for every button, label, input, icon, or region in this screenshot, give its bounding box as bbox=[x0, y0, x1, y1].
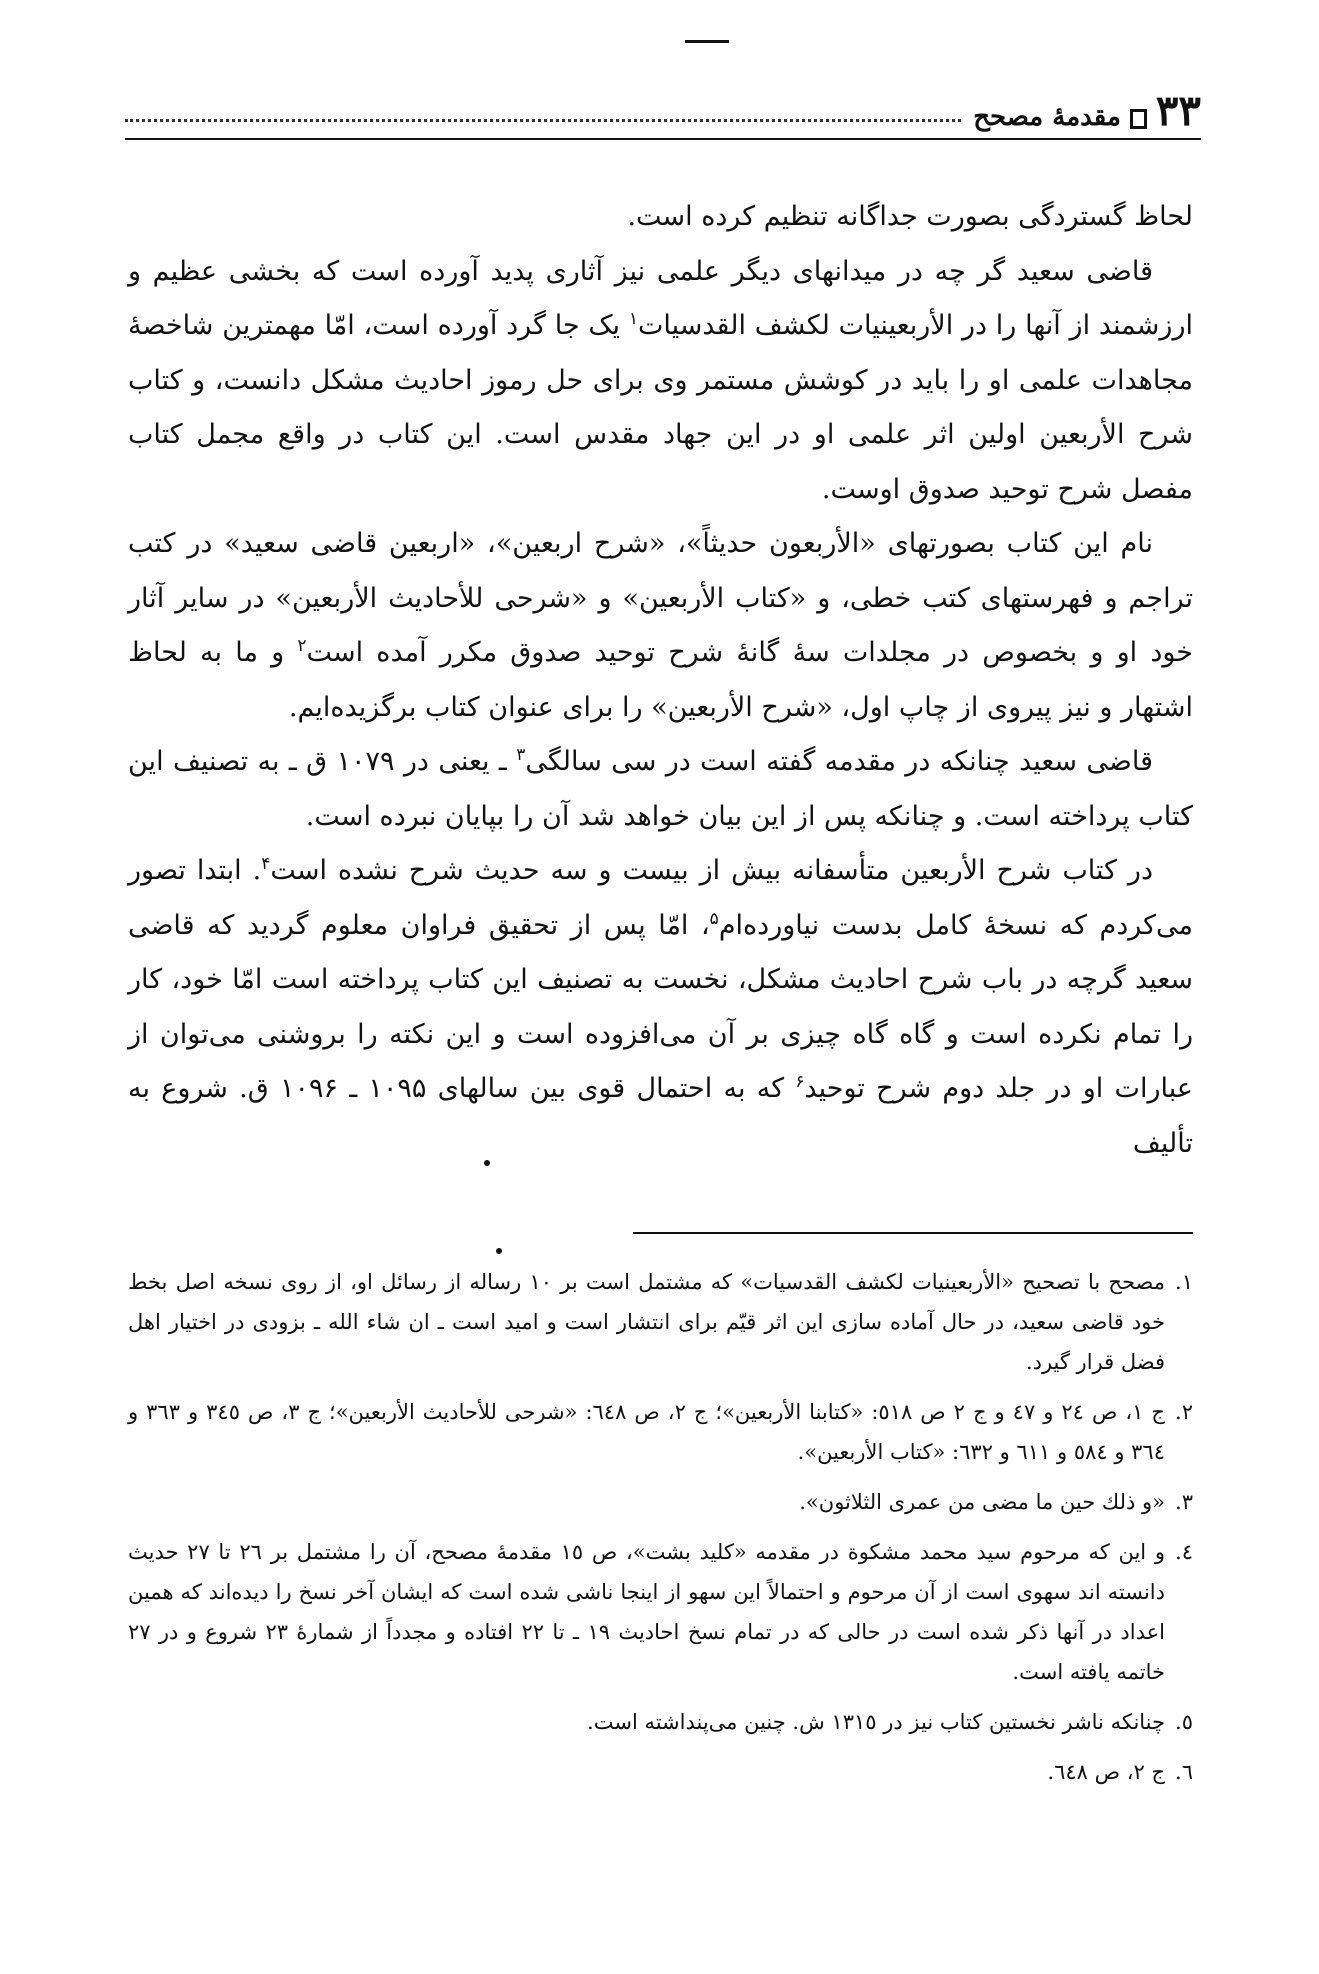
footnote-ref-3: ۳ bbox=[516, 745, 526, 765]
paragraph-3: نام این کتاب بصورتهای «الأربعون حدیثاً»، «شرح اربعین»، «اربعین قاضی سعید» در کتب تراجم و فهرستهای کتب خطی، و «کتاب الأربعین» و «شرحی للأحادیث الأربعین» در سایر آثار خود او و بخصوص در مجلدات سهٔ گانهٔ شرح توحید صدوق مکرر آمده است$^۲$ و ما به لحاظ اشتهار و نیز پیروی از چاپ اول، «شرح الأربعین» را برای عنوان کتاب برگزیده‌ایم. bbox=[128, 528, 1193, 723]
footnote-number: ۲. bbox=[1175, 1400, 1193, 1424]
footnote-ref-4: ۴ bbox=[261, 854, 271, 874]
footnote-number: ۳. bbox=[1175, 1490, 1193, 1514]
footnote-text: «و ذلك حین ما مضی من عمری الثلاثون». bbox=[799, 1490, 1165, 1514]
header-title: مقدمهٔ مصحح bbox=[973, 102, 1121, 132]
footnote-ref-6: ۶ bbox=[795, 1072, 805, 1092]
top-dash-mark bbox=[685, 40, 729, 43]
footnote-number: ٤. bbox=[1175, 1540, 1193, 1564]
page-number: ۳۳ bbox=[1155, 86, 1201, 135]
footnote-number: ۱. bbox=[1175, 1270, 1193, 1294]
ink-dot bbox=[484, 1160, 490, 1166]
footnote-1 bbox=[128, 1262, 1193, 1382]
paragraph-2: قاضی سعید گر چه در میدانهای دیگر علمی نیز آثاری پدید آورده است که بخشی عظیم و ارزشمند از آنها را در الأربعینیات لکشف القدسیات$^۱$ یک جا گرد آورده است، امّا مهمترین شاخصهٔ مجاهدات علمی او را باید در کوشش مستمر وی برای حل رموز احادیث مشکل دانست، و کتاب شرح الأربعین اولین اثر علمی او در این جهاد مقدس است. این کتاب در واقع مجمل کتاب مفصل شرح توحید صدوق اوست. bbox=[128, 255, 1193, 505]
paragraph-5: در کتاب شرح الأربعین متأسفانه بیش از بیست و سه حدیث شرح نشده است$^۴$. ابتدا تصور می‌کردم که نسخهٔ کامل بدست نیاورده‌ام$^۵$، امّا پس از تحقیق فراوان معلوم گردید که قاضی سعید گرچه در باب شرح احادیث مشکل، نخست به تصنیف این کتاب پرداخته است امّا خود، کار را تمام نکرده است و گاه گاه چیزی بر آن می‌افزوده است و این نکته را بروشنی می‌توان از عبارات او در جلد دوم شرح توحید$^۶$ که به احتمال قوی بین سالهای ۱۰۹۵ ـ ۱۰۹۶ ق. شروع به تألیف bbox=[128, 854, 1193, 1159]
footnote-6 bbox=[128, 1752, 1193, 1792]
footnote-3 bbox=[128, 1482, 1193, 1522]
footnote-4 bbox=[128, 1532, 1193, 1692]
footnotes bbox=[128, 1262, 1193, 1802]
footnote-number: ٦. bbox=[1175, 1760, 1193, 1784]
footnote-ref-5: ۵ bbox=[709, 908, 719, 929]
footnote-text: چنانکه ناشر نخستین کتاب نیز در ۱۳۱٥ ش. چنین می‌پنداشته است. bbox=[587, 1710, 1165, 1734]
paragraph-1: لحاظ گستردگی بصورت جداگانه تنظیم کرده است. bbox=[627, 201, 1193, 232]
main-text bbox=[128, 190, 1193, 1171]
footnote-ref-2: ۲ bbox=[297, 636, 307, 656]
footnote-5 bbox=[128, 1702, 1193, 1742]
header-dot-leader bbox=[125, 119, 961, 122]
running-header bbox=[125, 86, 1201, 135]
footnote-text: و این که مرحوم سید محمد مشکوة در مقدمه «کلید بشت»، ص ۱٥ مقدمهٔ مصحح، آن را مشتمل بر ۲٦ تا ۲٧ حدیث دانسته اند سهوی است از آن مرحوم و احتمالاً این سهو از اینجا ناشی شده است که ایشان آخر نسخ را دیده‌اند که همین اعداد در آنها ذکر شده است در حالی که در تمام نسخ احادیث ۱۹ ـ تا ۲۲ افتاده و مجدداً از شمارهٔ ۲۳ شروع و در ۲٧ خاتمه یافته است. bbox=[128, 1540, 1165, 1684]
footnote-text: مصحح با تصحیح «الأربعینیات لکشف القدسیات» که مشتمل است بر ۱۰ رساله از رسائل او، از روی نسخه اصل بخط خود قاضی سعید، در حال آماده سازی این اثر قیّم برای انتشار است و امید است ـ ان شاء الله ـ بزودی در اختیار اهل فضل قرار گیرد. bbox=[128, 1270, 1165, 1374]
footnote-ref-1: ۱ bbox=[628, 309, 638, 329]
footnote-2 bbox=[128, 1392, 1193, 1472]
footnote-number: ٥. bbox=[1175, 1710, 1193, 1734]
square-ornament-icon bbox=[1130, 109, 1147, 129]
footnote-rule bbox=[633, 1232, 1193, 1234]
ink-dot bbox=[496, 1248, 502, 1254]
header-rule bbox=[125, 138, 1201, 140]
footnote-text: ج ۲، ص ٦٤٨. bbox=[1047, 1760, 1165, 1784]
paragraph-4: قاضی سعید چنانکه در مقدمه گفته است در سی سالگی$^۳$ ـ یعنی در ۱۰۷۹ ق ـ به تصنیف این کتاب پرداخته است. و چنانکه پس از این بیان خواهد شد آن را بپایان نبرده است. bbox=[128, 745, 1193, 832]
footnote-text: ج ۱، ص ۲٤ و ٤٧ و ج ۲ ص ٥١٨: «کتابنا الأربعین»؛ ج ۲، ص ٦٤٨: «شرحی للأحادیث الأربعین»؛ ج ۳، ص ۳٤٥ و ۳٦۳ و ۳٦٤ و ٥٨٤ و ٦١١ و ٦۳۲: «کتاب الأربعین». bbox=[128, 1400, 1165, 1464]
